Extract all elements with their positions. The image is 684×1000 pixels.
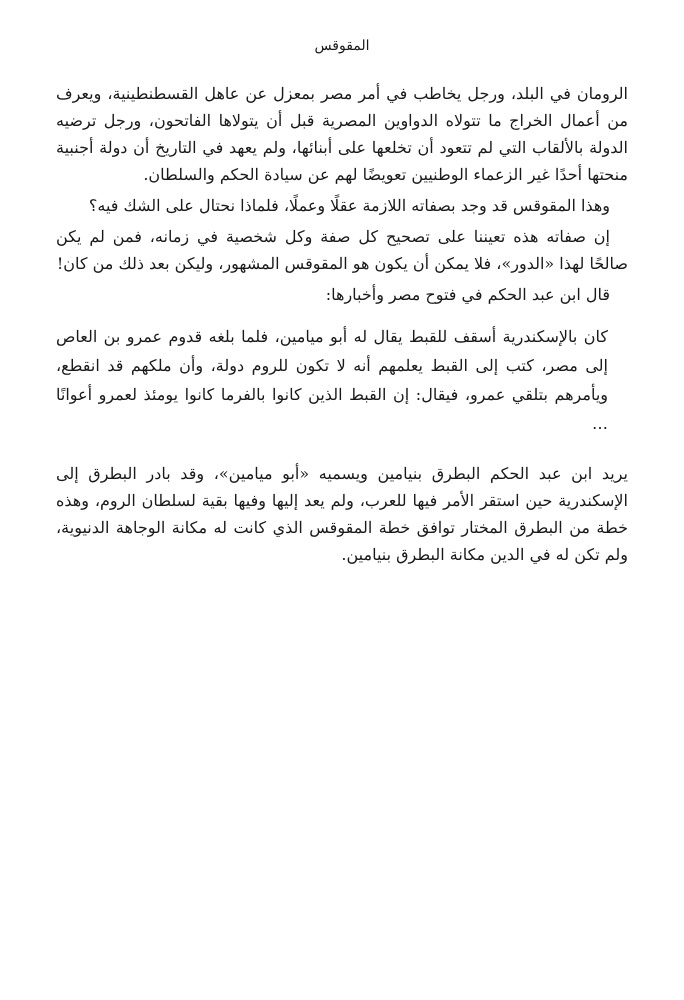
closing-paragraph: يريد ابن عبد الحكم البطرق بنيامين ويسميه «أبو ميامين»، وقد بادر البطرق إلى الإسكندرية حين استقر الأمر فيها للعرب، ولم يعد إليها وفيها بقية لسلطان الروم، وهذه خطة من البطرق المختار توافق خطة المقوقس الذي كانت له مكانة الوجاهة الدنيوية، ولم تكن له في الدين مكانة البطرق بنيامين.: [56, 464, 628, 564]
paragraph-4: قال ابن عبد الحكم في فتوح مصر وأخبارها:: [325, 285, 610, 304]
paragraph-1: الرومان في البلد، ورجل يخاطب في أمر مصر بمعزل عن عاهل القسطنطينية، ويعرف من أعمال الخراج ما تتولاه الدواوين المصرية قبل أن يتولاها الفاتحون، ورجل ترضيه الدولة بالألقاب التي لم تتعود أن تخلعها على أبنائها، ولم يعهد في التاريخ أن دولة أجنبية منحتها أحدًا غير الزعماء الوطنيين تعويضًا لهم عن سيادة الحكم والسلطان.: [56, 84, 628, 184]
block-quote: كان بالإسكندرية أسقف للقبط يقال له أبو ميامين، فلما بلغه قدوم عمرو بن العاص إلى مصر، كتب إلى القبط يعلمهم أنه لا تكون للروم دولة، وأن ملكهم قد انقطع، ويأمرهم بتلقي عمرو، فيقال: إن القبط الذين كانوا بالفرما كانوا يومئذ لعمرو أعوانًا …: [56, 327, 608, 433]
running-header: المقوقس: [314, 38, 370, 54]
paragraph-2: وهذا المقوقس قد وجد بصفاته اللازمة عقلًا وعملًا، فلماذا نحتال على الشك فيه؟: [88, 196, 610, 215]
page-body: [56, 80, 628, 568]
paragraph-3: إن صفاته هذه تعيننا على تصحيح كل صفة وكل شخصية في زمانه، فمن لم يكن صالحًا لهذا «الدور»، فلا يمكن أن يكون هو المقوقس المشهور، وليكن بعد ذلك من كان!: [56, 227, 628, 273]
